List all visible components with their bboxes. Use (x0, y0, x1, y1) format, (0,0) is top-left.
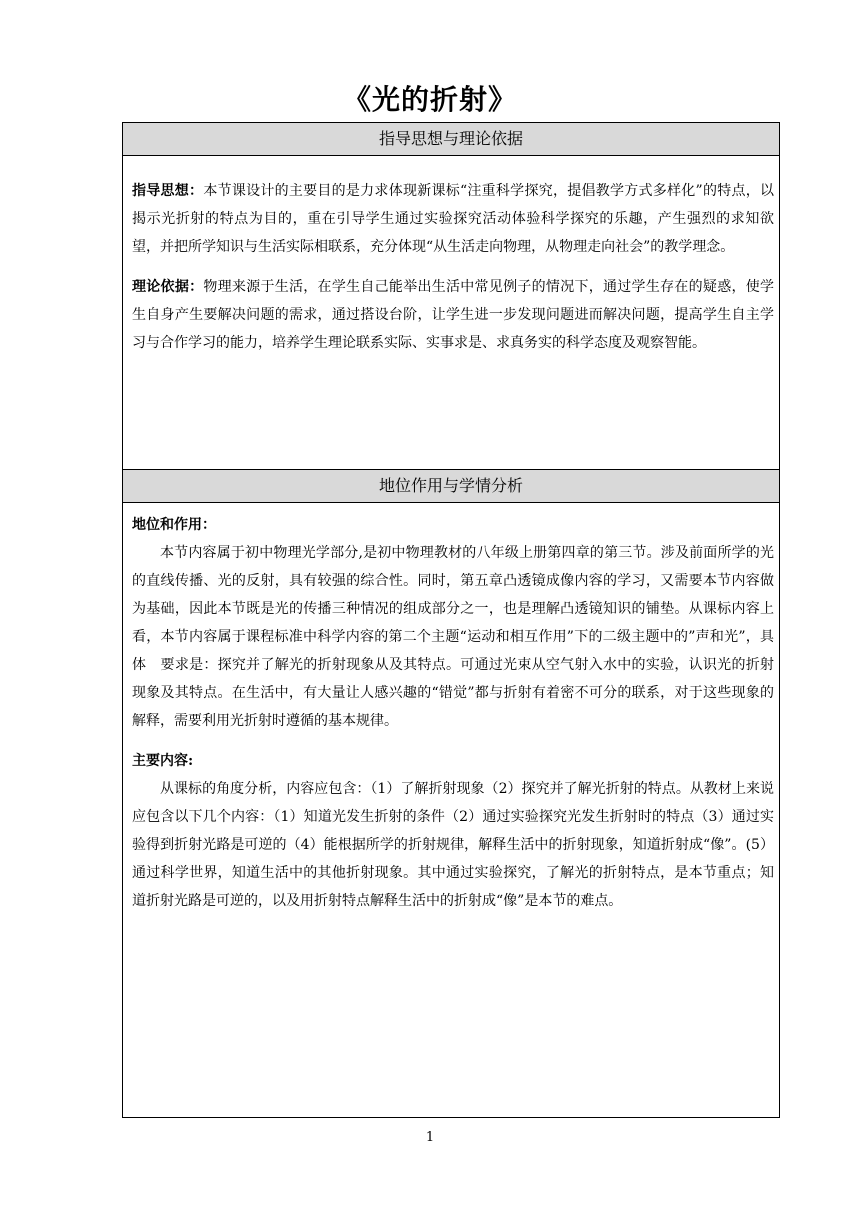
document-title: 《光的折射》 (342, 83, 517, 116)
page-number: 1 (425, 1130, 435, 1145)
guiding-paragraph (132, 177, 774, 261)
role-label: 地位和作用： (132, 517, 216, 533)
guiding-label: 指导思想： (132, 183, 204, 199)
section-body-role-analysis (132, 511, 774, 915)
role-text: 本节内容属于初中物理光学部分,是初中物理教材的八年级上册第四章的第三节。涉及前面所学的光的直线传播、光的反射，具有较强的综合性。同时，第五章凸透镜成像内容的学习，又需要本节内容做为基础，因此本节既是光的传播三种情况的组成部分之一，也是理解凸透镜知识的铺垫。从课标内容上看，本节内容属于课程标准中科学内容的第二个主题“运动和相互作用”下的二级主题中的”声和光”，具体 要求是：探究并了解光的折射现象从及其特点。可通过光束从空气射入水中的实验，认识光的折射现象及其特点。在生活中，有大量让人感兴趣的“错觉”都与折射有着密不可分的联系，对于这些现象的解释，需要利用光折射时遵循的基本规律。 (132, 545, 774, 729)
section-header-role-analysis: 地位作用与学情分析 (123, 469, 779, 503)
content-text: 从课标的角度分析，内容应包含：（1）了解折射现象（2）探究并了解光折射的特点。从教材上来说应包含以下几个内容：（1）知道光发生折射的条件（2）通过实验探究光发生折射时的特点（3）通过实验得到折射光路是可逆的（4）能根据所学的折射规律，解释生活中的折射现象，知道折射成“像”。(5）通过科学世界，知道生活中的其他折射现象。其中通过实验探究，了解光的折射特点，是本节重点；知道折射光路是可逆的，以及用折射特点解释生活中的折射成“像”是本节的难点。 (132, 781, 774, 909)
theory-text: 物理来源于生活，在学生自己能举出生活中常见例子的情况下，通过学生存在的疑惑，使学生自身产生要解决问题的需求，通过搭设台阶，让学生进一步发现问题进而解决问题，提高学生自主学习与合作学习的能力，培养学生理论联系实际、实事求是、求真务实的科学态度及观察智能。 (132, 279, 775, 351)
theory-label: 理论依据： (132, 279, 204, 295)
theory-paragraph (132, 273, 774, 357)
lesson-table (122, 122, 780, 1118)
content-label: 主要内容: (132, 753, 194, 769)
section-header-guiding-theory: 指导思想与理论依据 (123, 123, 779, 156)
section-body-guiding-theory (132, 177, 774, 357)
guiding-text: 本节课设计的主要目的是力求体现新课标“注重科学探究，提倡教学方式多样化”的特点，以揭示光折射的特点为目的，重在引导学生通过实验探究活动体验科学探究的乐趣，产生强烈的求知欲望，并把所学知识与生活实际相联系，充分体现“从生活走向物理，从物理走向社会”的教学理念。 (132, 183, 775, 255)
